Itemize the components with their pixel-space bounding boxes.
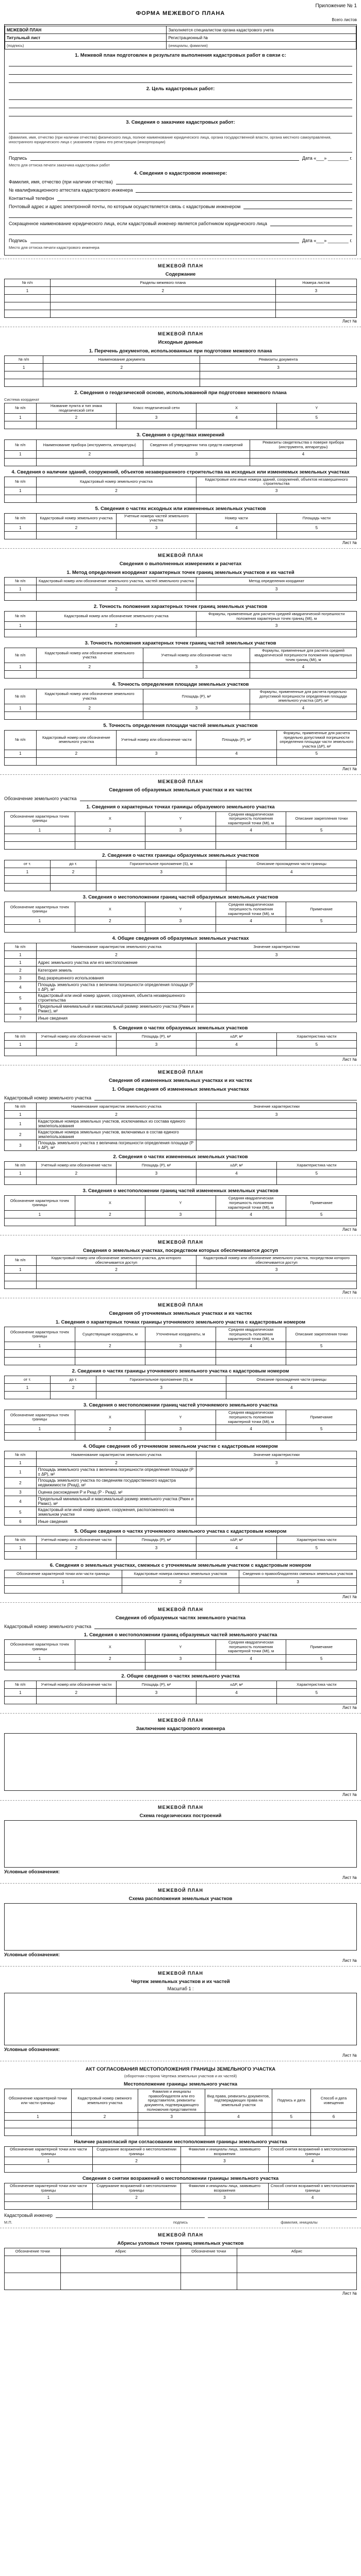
drawing-legend-label: Условные обозначения:: [4, 2047, 60, 2052]
sheet-number: Лист №: [342, 1792, 357, 1797]
boundary-location-table: Обозначение характерных точек границы X Y Средняя квадратическая погрешность положения характерной точки (Mt), м Примечание 1 2 3 4 5: [4, 1639, 357, 1670]
objections-table: Обозначение характерной точки или части границы Содержание возражений о местоположении границы Фамилия и инициалы лица, заявившего возражения Способ снятия возражений о местоположении границы 1 2 3 4: [4, 2146, 357, 2173]
boundary-plan-label: МЕЖЕВОЙ ПЛАН: [158, 1607, 203, 1613]
formed-s3-title: 3. Сведения о местоположении границ частей образуемых земельных участков: [83, 894, 278, 901]
plan-label: МЕЖЕВОЙ ПЛАН: [5, 26, 167, 34]
signature-label: Подпись: [9, 156, 27, 161]
geo-scheme-area: [4, 1820, 357, 1868]
layout-legend-label: Условные обозначения:: [4, 1952, 60, 1957]
abris-sheet: [0, 2228, 361, 2296]
geo-scheme-sheet: [0, 1800, 361, 1880]
initials-hint: (инициалы, фамилия): [167, 42, 356, 49]
engineer-section: 4. Сведения о кадастровом инженере:: [134, 171, 227, 176]
access-sheet: [0, 1235, 361, 1295]
geo-scheme-title: Схема геодезических построений: [139, 1813, 222, 1819]
act-removed-title: Сведения о снятии возражений о местоположении границы земельного участка: [82, 2176, 279, 2182]
refined-boundary-parts-table: от т. до т. Горизонтальное проложение (S), м Описание прохождения части границы 1 2 3 4: [4, 1376, 357, 1399]
adjacent-lots-table: Обозначение характерной точки или части границы Кадастровые номера смежных земельных участков Сведения о правообладателях смежных земельных участков 1 2 3: [4, 1570, 357, 1594]
conclusion-sheet: [0, 1713, 361, 1797]
refined-general-table: № п/п Наименование характеристик земельного участка Значение характеристики 1 2 3 1 Площадь земельного участка ± величина погрешности определения площади (P ± ΔP), м² 2 Площадь земельного участка по сведениям государственного кадастра недвижимости (Pкад), м² 3 Оценка расхождения P и Pкад (P - Pкад), м² 4 Предельный минимальный и максимальный размер земельного участка (Pмин и Pмакс), м² 5 Кадастровый или иной номер здания, сооружения, расположенного на земельном участке 6 Иные сведения: [4, 1451, 357, 1526]
parts-table: № п/п Кадастровый номер земельного участка Учетные номера частей земельного участка Номер части Площадь части 1 2 3 4 5: [4, 513, 357, 539]
changed-parts-location-table: Обозначение характерных точек границы X Y Средняя квадратическая погрешность положения характерной точки (Mt), м Примечание 1 2 3 4 5: [4, 1195, 357, 1226]
buildings-table: № п/п Кадастровый номер земельного участка Кадастровые или иные номера зданий, сооружений, объектов незавершенного строительства 1 2 3: [4, 477, 357, 503]
refined-s6-title: 6. Сведения о земельных участках, смежных с уточняемым земельным участком с кадастровым номером: [50, 1563, 311, 1569]
act-objections-title: Наличие разногласий при согласовании местоположения границы земельного участка: [74, 2139, 287, 2145]
act-stamp-label: М.П.: [4, 2219, 12, 2225]
formed-parts-location-table: Обозначение характерных точек границы X Y Средняя квадратическая погрешность положения характерной точки (Mt), м Примечание 1 2 3 4 5: [4, 902, 357, 933]
initial-data-sheet: [0, 327, 361, 545]
initial-s1-title: 1. Перечень документов, использованных при подготовке межевого плана: [89, 348, 272, 354]
boundary-title: Сведения об образуемых частях земельного участка: [116, 1615, 245, 1621]
access-table: № п/п Кадастровый номер или обозначение земельного участка, для которого обеспечивается доступ Кадастровый номер или обозначение земельного участка, посредством которого обеспечивается доступ 1 2 3: [4, 1255, 357, 1289]
formed-lots-sheet: [0, 774, 361, 1062]
total-sheets: Всего листов: [332, 18, 357, 22]
refined-title: Сведения об уточняемых земельных участках и их частях: [109, 1311, 252, 1317]
engineer-org-label: Сокращенное наименование юридического лица, если кадастровый инженер является работником юридического лица: [9, 221, 267, 226]
contents-sheet: [0, 259, 361, 324]
formed-s1-title: 1. Сведения о характерных точках границы образуемого земельного участка: [86, 804, 275, 810]
sheet-number: Лист №: [342, 1875, 357, 1880]
layout-scheme-area: [4, 1903, 357, 1951]
accuracy-parts-table: № п/п Кадастровый номер или обозначение земельного участка Учетный номер или обозначение части Формулы, примененные для расчета средней квадратической погрешности положения характерных точек границ (Mt), м 1 2 3 4: [4, 648, 357, 679]
conclusion-title: Заключение кадастрового инженера: [136, 1726, 225, 1732]
engineer-date-label: Дата «___» ________ г.: [302, 238, 352, 243]
changed-plan-label: МЕЖЕВОЙ ПЛАН: [158, 1070, 203, 1075]
changed-title: Сведения об измененных земельных участках и их частях: [109, 1078, 252, 1084]
contents-plan-label: МЕЖЕВОЙ ПЛАН: [158, 263, 203, 268]
contents-table: № п/п Разделы межевого плана Номера листов 1 2 3: [4, 279, 357, 318]
engineer-signature-label: Подпись: [9, 238, 27, 243]
customer-stamp: Место для оттиска печати заказчика кадастровых работ: [9, 163, 110, 167]
meas-s1-title: 1. Метод определения координат характерных точек границ земельных участков и их частей: [67, 570, 294, 575]
engineer-name-label: Фамилия, имя, отчество (при наличии отчества): [9, 179, 113, 184]
changed-s2-title: 2. Сведения о частях измененных земельных участков: [113, 1154, 248, 1160]
initial-plan-label: МЕЖЕВОЙ ПЛАН: [158, 331, 203, 336]
refined-plan-label: МЕЖЕВОЙ ПЛАН: [158, 1302, 203, 1308]
layout-plan-label: МЕЖЕВОЙ ПЛАН: [158, 1888, 203, 1893]
purpose-section: 1. Межевой план подготовлен в результате выполнения кадастровых работ в связи с:: [75, 53, 286, 58]
drawing-title: Чертеж земельных участков и их частей: [131, 1979, 230, 1985]
abris-table: Обозначение точки Абрис Обозначение точки Абрис: [4, 2248, 357, 2290]
layout-scheme-title: Схема расположения земельных участков: [128, 1896, 233, 1902]
refined-s5-title: 5. Общие сведения о частях уточняемого земельного участка с кадастровым номером: [74, 1529, 287, 1535]
formed-parts-table: № п/п Учетный номер или обозначение части Площадь (P), м² ±ΔP, м² Характеристика части 1 2 3 4 5: [4, 1032, 357, 1056]
formed-s5-title: 5. Сведения о частях образуемых земельных участков: [113, 1025, 248, 1031]
customer-hint: (фамилия, имя, отчество (при наличии отчества) физического лица, полное наименование юридического лица, органа государственной власти, органа местного самоуправления, иностранного юридического лица с указанием страны его регистрации (инкорпорации): [9, 135, 332, 144]
removed-objections-table: Обозначение характерной точки или части границы Содержание возражений о местоположении границы Фамилия и инициалы лица, заявившего возражения Способ снятия возражений о местоположении границы 1 2 3 4: [4, 2183, 357, 2209]
act-approval-table: Обозначение характерной точки или части границы Кадастровый номер смежного земельного участка Фамилия и инициалы правообладателя или его представителя, реквизиты документа, подтверждающего полномочия представителя Вид права, реквизиты документов, подтверждающих права на земельный участок Подпись и дата Способ и дата извещения 1 2 3 4 5 6: [4, 2089, 357, 2136]
documents-table: № п/п Наименование документа Реквизиты документа 1 2 3: [4, 355, 357, 387]
engineer-address-label: Почтовый адрес и адрес электронной почты, по которым осуществляется связь с кадастровым инженером: [9, 204, 241, 209]
formed-s4-title: 4. Общие сведения об образуемых земельных участках: [112, 936, 249, 942]
act-engineer-label: Кадастровый инженер: [4, 2212, 53, 2218]
act-sign-hint: подпись: [173, 2219, 188, 2225]
initial-s4-title: 4. Сведения о наличии зданий, сооружений, объектов незавершенного строительства на исходных или изменяемых земельных участках: [11, 469, 350, 475]
measurements-sheet: [0, 548, 361, 771]
appendix-label: Приложение № 1: [315, 3, 357, 9]
boundary-parts-general-table: № п/п Учетный номер или обозначение части Площадь (P), м² ±ΔP, м² Характеристика части 1 2 3 4 5: [4, 1681, 357, 1704]
form-title: ФОРМА МЕЖЕВОГО ПЛАНА: [136, 10, 225, 16]
initial-s2-title: 2. Сведения о геодезической основе, использованной при подготовке межевого плана: [74, 390, 287, 396]
part-area-accuracy-table: № п/п Кадастровый номер или обозначение земельного участка Учетный номер или обозначение части Площадь (P), м² Формулы, примененные для расчета предельно допустимой погрешности определения площади части земельного участка (ΔP), м² 1 2 3 4 5: [4, 730, 357, 766]
changed-general-table: № п/п Наименование характеристик земельного участка Значение характеристики 1 2 3 1 Кадастровые номера земельных участков, исключаемых из состава единого землепользования 2 Кадастровые номера земельных участков, включаемых в состав единого землепользования 3 Площадь земельного участка ± величина погрешности определения площади (P ± ΔP), м²: [4, 1103, 357, 1151]
instruments-table: № п/п Наименование прибора (инструмента, аппаратуры) Сведения об утверждении типа средств измерений Реквизиты свидетельства о поверке прибора (инструмента, аппаратуры) 1 2 3 4: [4, 439, 357, 466]
date-label: Дата «___» ________ г.: [302, 156, 352, 161]
sheet-number: Лист №: [342, 1227, 357, 1232]
act-title: АКТ СОГЛАСОВАНИЯ МЕСТОПОЛОЖЕНИЯ ГРАНИЦЫ ЗЕМЕЛЬНОГО УЧАСТКА: [85, 2066, 276, 2072]
coord-system-label: Система координат: [4, 397, 40, 402]
abris-plan-label: МЕЖЕВОЙ ПЛАН: [158, 2232, 203, 2238]
meas-s4-title: 4. Точность определения площади земельных участков: [112, 682, 249, 688]
conclusion-plan-label: МЕЖЕВОЙ ПЛАН: [158, 1718, 203, 1723]
meas-s5-title: 5. Точность определения площади частей земельных участков: [103, 723, 258, 728]
formed-s2-title: 2. Сведения о частях границы образуемых земельных участков: [102, 853, 259, 859]
act-sheet: [0, 2061, 361, 2225]
title-sheet: [4, 24, 357, 256]
refined-lots-sheet: [0, 1298, 361, 1599]
refined-s3-title: 3. Сведения о местоположении границ частей уточняемого земельного участка: [83, 1402, 278, 1409]
geo-plan-label: МЕЖЕВОЙ ПЛАН: [158, 1805, 203, 1810]
title-sheet-label: Титульный лист: [5, 34, 167, 42]
changed-parts-table: № п/п Учетный номер или обозначение части Площадь (P), м² ±ΔP, м² Характеристика части 1 2 3 4 5: [4, 1161, 357, 1185]
geo-legend-label: Условные обозначения:: [4, 1869, 60, 1874]
refined-points-table: Обозначение характерных точек границы Существующие координаты, м Уточненные координаты, м Средняя квадратическая погрешность положения характерной точки (Mt), м Описание закрепления точки 1 2 3 4 5: [4, 1327, 357, 1365]
sheet-number: Лист №: [342, 1705, 357, 1710]
meas-s2-title: 2. Точность положения характерных точек границ земельных участков: [93, 604, 268, 609]
act-sub: Местоположение границы земельного участка: [124, 2081, 237, 2087]
meas-s3-title: 3. Точность положения характерных точек границ частей земельных участков: [85, 640, 276, 647]
act-hint: (оборотная сторона Чертежа земельных участков и их частей): [124, 2074, 237, 2078]
initial-s3-title: 3. Сведения о средствах измерений: [136, 432, 225, 438]
contents-title: Содержание: [165, 272, 196, 277]
refined-s4-title: 4. Общие сведения об уточняемом земельном участке с кадастровым номером: [83, 1444, 278, 1450]
engineer-phone-label: Контактный телефон: [9, 196, 54, 201]
changed-s3-title: 3. Сведения о местоположении границ частей измененных земельных участков: [83, 1188, 278, 1194]
boundary-lot-label: Кадастровый номер земельного участка: [4, 1624, 91, 1630]
measurements-plan-label: МЕЖЕВОЙ ПЛАН: [158, 553, 203, 558]
sheet-number: Лист №: [342, 2053, 357, 2058]
drawing-sheet: [0, 1966, 361, 2058]
initial-s5-title: 5. Сведения о частях исходных или измененных земельных участков: [95, 505, 266, 512]
boundary-parts-sheet: [0, 1602, 361, 1710]
sheet-number: Лист №: [342, 1595, 357, 1600]
changed-lots-sheet: [0, 1065, 361, 1232]
refined-s2-title: 2. Сведения о частях границы уточняемого земельного участка с кадастровым номером: [72, 1368, 289, 1375]
reg-no: Регистрационный №: [167, 34, 356, 42]
formed-title: Сведения об образуемых земельных участках и их частях: [109, 787, 252, 793]
geodetic-table: № п/п Название пункта и тип знака геодезической сети Класс геодезической сети X Y 1 2 3 4 5: [4, 403, 357, 429]
formed-points-table: Обозначение характерных точек границы X Y Средняя квадратическая погрешность положения характерной точки (Mt), м Описание закрепления точки 1 2 3 4 5: [4, 811, 357, 850]
act-name-hint: фамилия, инициалы: [281, 2219, 318, 2225]
layout-scheme-sheet: [0, 1883, 361, 1963]
conclusion-area: [4, 1733, 357, 1791]
drawing-plan-label: МЕЖЕВОЙ ПЛАН: [158, 1971, 203, 1976]
changed-lot-label: Кадастровый номер земельного участка: [4, 1095, 91, 1101]
sheet-number: Лист №: [342, 1057, 357, 1062]
sheet-number: Лист №: [342, 766, 357, 771]
sheet-number: Лист №: [342, 540, 357, 545]
sheet-number: Лист №: [342, 1958, 357, 1963]
formed-boundary-parts-table: от т. до т. Горизонтальное проложение (S), м Описание прохождения части границы 1 2 3 4: [4, 860, 357, 891]
access-plan-label: МЕЖЕВОЙ ПЛАН: [158, 1240, 203, 1245]
customer-section: 3. Сведения о заказчике кадастровых работ:: [126, 120, 235, 125]
title-header-table: [5, 26, 356, 49]
drawing-area: [4, 1993, 357, 2045]
access-title: Сведения о земельных участках, посредством которых обеспечивается доступ: [83, 1248, 278, 1254]
goal-section: 2. Цель кадастровых работ:: [146, 86, 215, 92]
abris-title: Абрисы узловых точек границ земельных участков: [117, 2240, 244, 2246]
formed-plan-label: МЕЖЕВОЙ ПЛАН: [158, 778, 203, 784]
refined-parts-table: № п/п Учетный номер или обозначение части Площадь (P), м² ±ΔP, м² Характеристика части 1 2 3 4 5: [4, 1536, 357, 1560]
refined-s1-title: 1. Сведения о характерных точках границы уточняемого земельного участка с кадастровым номером: [55, 1319, 306, 1326]
area-accuracy-table: № п/п Кадастровый номер или обозначение земельного участка Площадь (P), м² Формулы, примененные для расчета предельно допустимой погрешности определения площади земельного участка (ΔP), м² 1 2 3 4: [4, 689, 357, 720]
accuracy-points-table: № п/п Кадастровый номер или обозначение земельного участка Формулы, примененные для расчета средней квадратической погрешности положения характерных точек границ (Mt), м 1 2 3: [4, 611, 357, 637]
measurements-title: Сведения о выполненных измерениях и расчетах: [119, 561, 242, 567]
sheet-number: Лист №: [342, 319, 357, 324]
engineer-stamp: Место для оттиска печати кадастрового инженера: [9, 245, 100, 250]
engineer-cert-label: № квалификационного аттестата кадастрового инженера: [9, 188, 133, 193]
changed-s1-title: 1. Общие сведения об измененных земельных участках: [112, 1087, 249, 1093]
drawing-scale: Масштаб 1 :: [167, 1986, 194, 1991]
refined-parts-location-table: Обозначение характерных точек границы X Y Средняя квадратическая погрешность положения характерной точки (Mt), м Примечание 1 2 3 4 5: [4, 1410, 357, 1440]
sign-hint: (подпись): [5, 42, 167, 49]
sheet-number: Лист №: [342, 2291, 357, 2296]
sheet-number: Лист №: [342, 1290, 357, 1295]
boundary-s2-title: 2. Общие сведения о частях земельного участка: [121, 1673, 240, 1679]
initial-data-title: Исходные данные: [158, 340, 203, 345]
formed-lot-label: Обозначение земельного участка: [4, 795, 77, 801]
formed-general-table: № п/п Наименование характеристик земельного участка Значение характеристики 1 2 3 1 Адрес земельного участка или его местоположение 2 Категория земель 3 Вид разрешенного использования 4 Площадь земельного участка ± величина погрешности определения площади (P ± ΔP), м² 5 Кадастровый или иной номер здания, сооружения, объекта незавершенного строительства 6 Предельный минимальный и максимальный размер земельного участка (Pмин и Pмакс), м² 7 Иные сведения: [4, 943, 357, 1022]
method-table: № п/п Кадастровый номер или обозначение земельного участка, частей земельного участка Метод определения координат 1 2 3: [4, 577, 357, 601]
boundary-s1-title: 1. Сведения о местоположении границ образуемых частей земельного участка: [84, 1632, 277, 1638]
filled-note: Заполняется специалистом органа кадастрового учета: [167, 26, 356, 34]
